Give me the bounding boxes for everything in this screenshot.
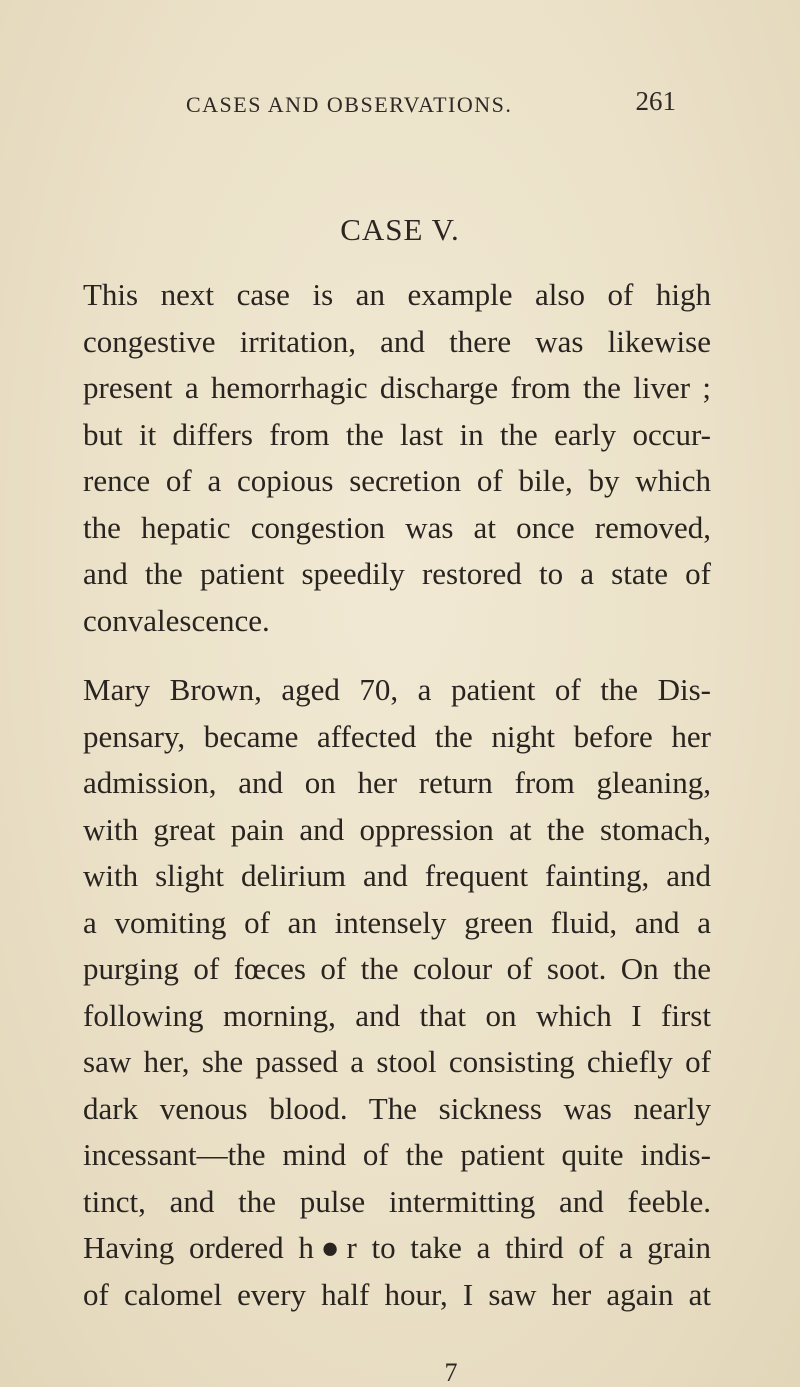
page-number: 261 [635,86,676,116]
running-title: CASES AND OBSERVATIONS. [186,92,513,117]
text-line: This next case is an example also of high [83,277,711,312]
paragraph-case-history [83,667,711,1318]
text-line: and the patient speedily restored to a state of [83,556,711,591]
text-line: purging of fœces of the colour of soot. On the [83,951,711,986]
text-line: with great pain and oppression at the stomach, [83,811,711,847]
text-line: but it differs from the last in the early occur- [83,416,711,452]
text-line: present a hemorrhagic discharge from the liver ; [83,370,711,405]
text-line: convalescence. [83,602,270,638]
signature-mark: 7 [444,1358,458,1387]
text-line: of calomel every half hour, I saw her again at [83,1276,711,1312]
text-line: rence of a copious secretion of bile, by which [83,463,711,498]
text-line: dark venous blood. The sickness was nearly [83,1090,711,1126]
case-heading: CASE V. [340,212,460,247]
text-line: the hepatic congestion was at once removed, [83,509,711,545]
text-line: tinct, and the pulse intermitting and feeble. [83,1183,711,1219]
text-line: with slight delirium and frequent fainting, and [83,858,711,893]
text-line: a vomiting of an intensely green fluid, and a [83,904,711,940]
text-line: saw her, she passed a stool consisting chiefly of [83,1044,711,1079]
paragraph-intro [83,272,711,644]
running-head [186,86,676,126]
text-line: following morning, and that on which I first [83,997,711,1033]
text-line: Mary Brown, aged 70, a patient of the Dis- [83,672,711,707]
text-line: Having ordered h●r to take a third of a grain [83,1230,711,1265]
text-line: congestive irritation, and there was likewise [83,323,711,359]
text-line: admission, and on her return from gleaning, [83,765,711,800]
text-line: pensary, became affected the night before her [83,718,711,754]
text-line: incessant—the mind of the patient quite indis- [83,1137,711,1172]
